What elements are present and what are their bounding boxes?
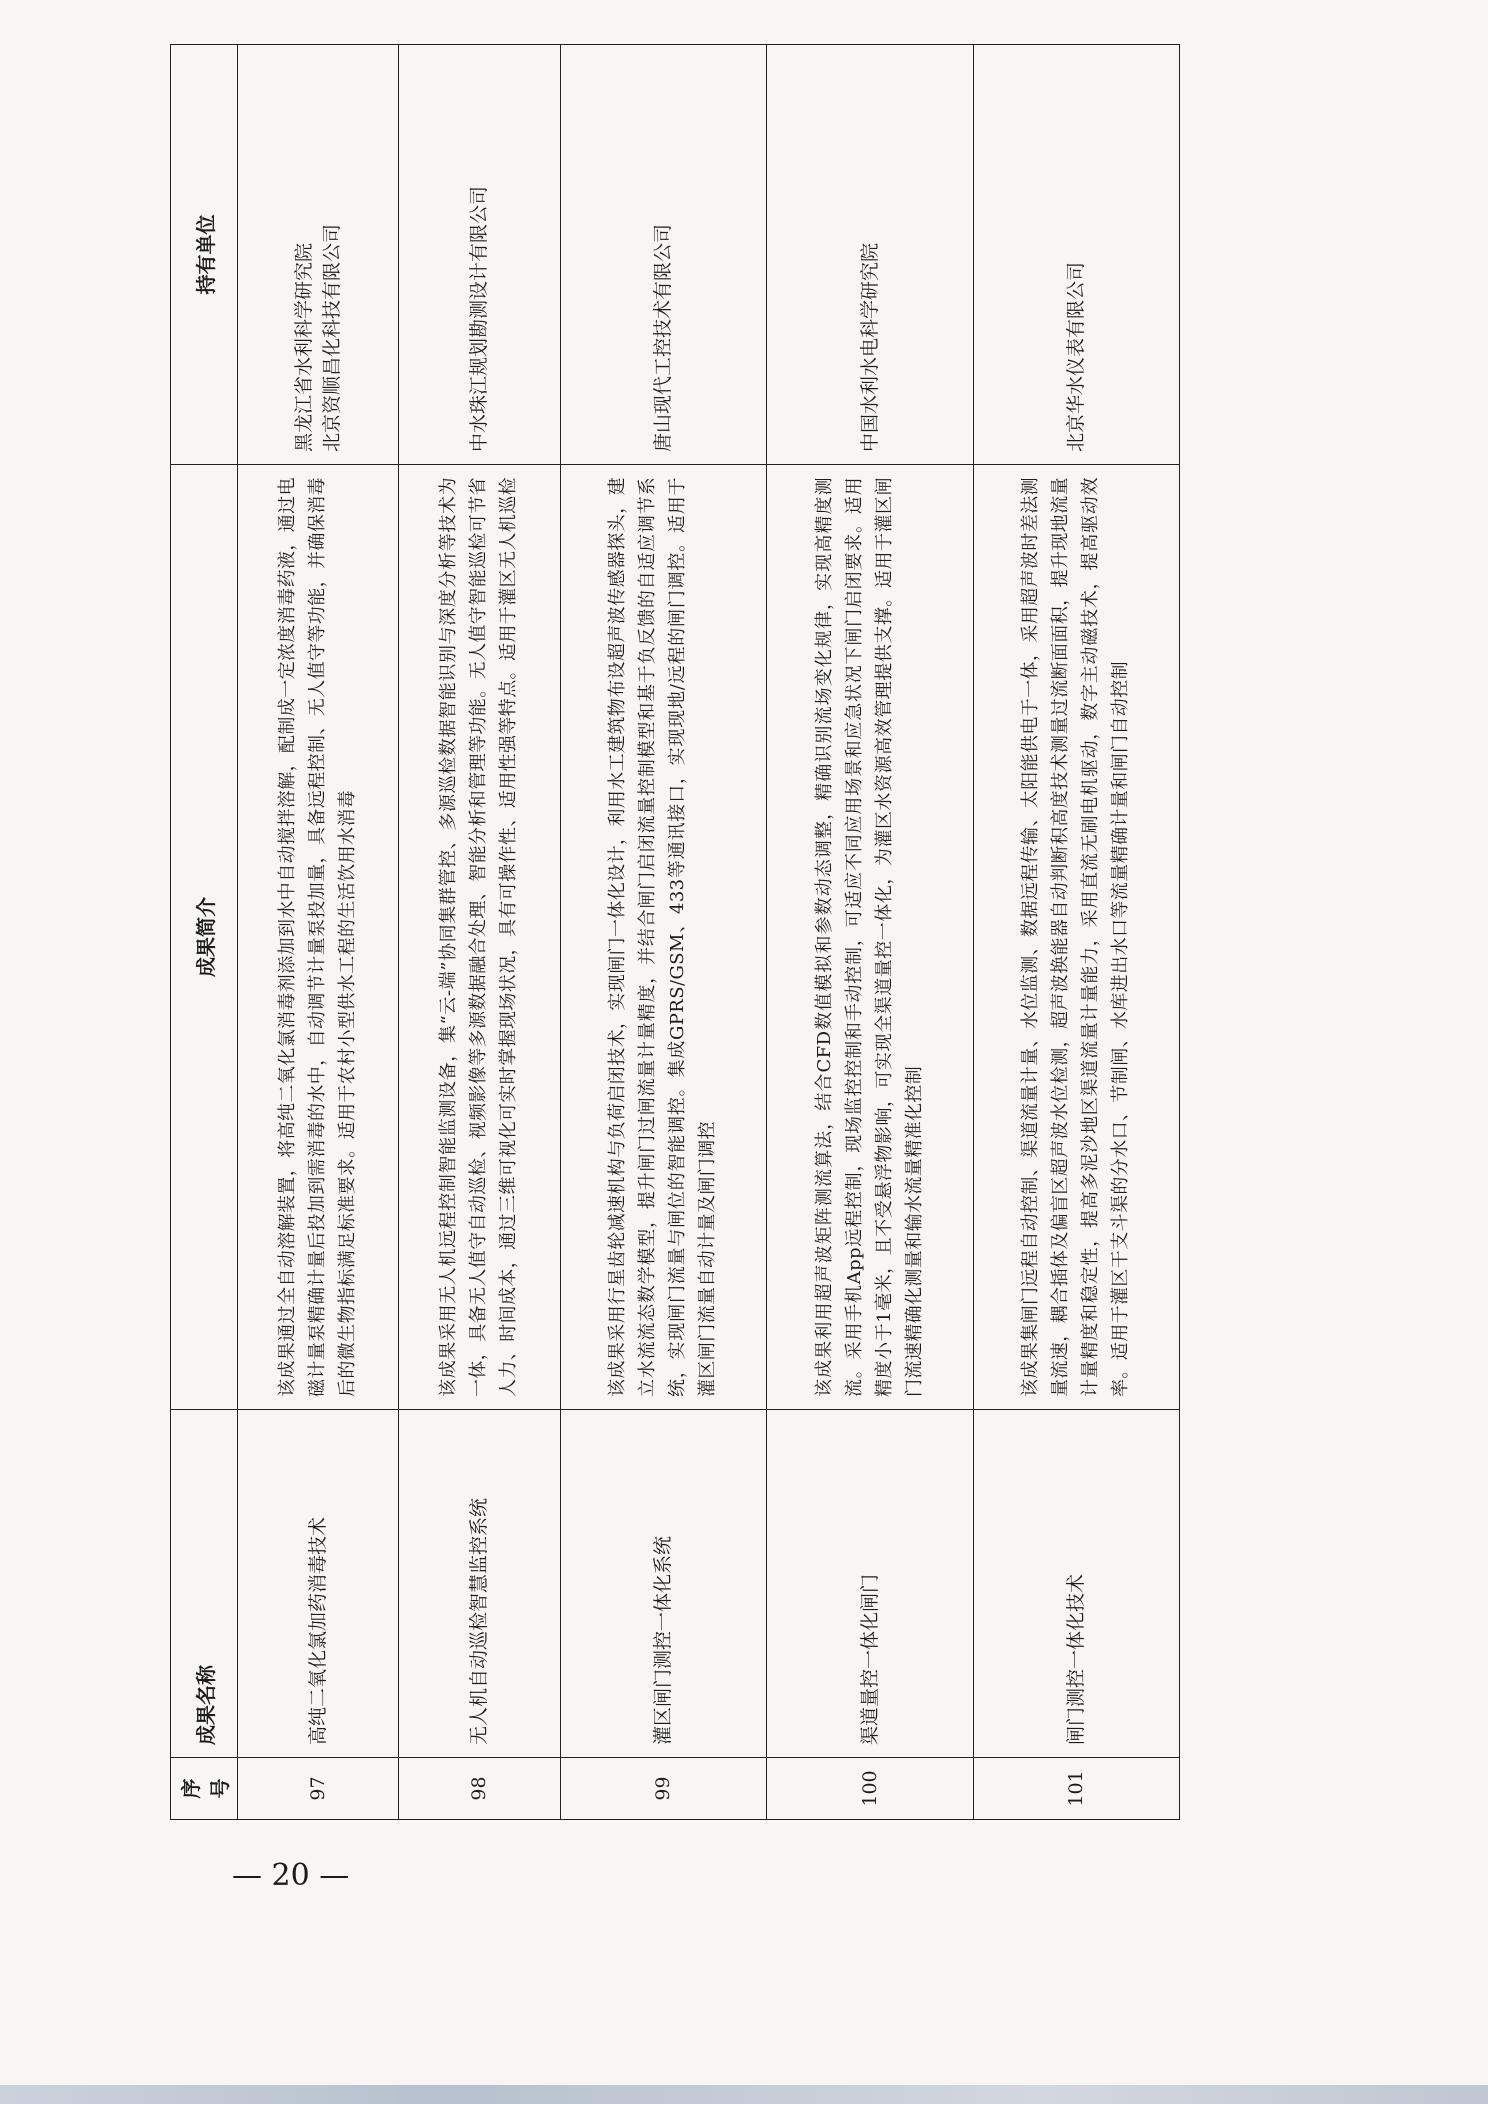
table-row [973,45,1180,1820]
table-header-row [171,45,238,1820]
row-unit [767,45,973,465]
unit-name: 北京华水仪表有限公司 [1065,261,1088,452]
row-seq: 98 [399,1758,560,1820]
unit-name: 黑龙江省水利科学研究院 [293,242,316,452]
row-intro: 该成果采用行星齿轮减速机构与负荷启闭技术，实现闸门一体化设计，利用水工建筑物布设超声波传感器探头，建立水流流态数学模型，提升闸门过闸流量计量精度，并结合闸门启闭流量控制模型和基于负反馈的自适应调节系统，实现闸门流量与闸位的智能调控。集成GPRS/GSM、433等通讯接口，实现现地/远程的闸门调控。适用于灌区闸门流量自动计量及闸门调控 [560,465,766,1410]
header-unit: 持有单位 [171,45,238,465]
table-row [767,45,973,1820]
header-intro: 成果简介 [171,465,238,1410]
row-intro: 该成果集闸门远程自动控制、渠道流量计量、水位监测、数据远程传输、太阳能供电于一体，采用超声波时差法测量流速，耦合插体及偏盲区超声波水位检测，超声波换能器自动判断积高度技术测量过流断面面积，提升现地流量计量精度和稳定性，提高多泥沙地区渠道流量计量能力，采用直流无刷电机驱动，数字主动磁技术，提高驱动效率。适用于灌区干支斗渠的分水口、节制闸、水库进出水口等流量精确计量和闸门自动控制 [973,465,1180,1410]
unit-name: 中国水利水电科学研究院 [858,242,881,452]
table-row [560,45,766,1820]
row-intro: 该成果利用超声波矩阵测流算法，结合CFD数值模拟和参数动态调整，精确识别流场变化规律，实现高精度测流。采用手机App远程控制，现场监控控制和手动控制，可适应不同应用场景和应急状况下闸门启闭要求。适用精度小于1毫米，且不受悬浮物影响，可实现全渠道量控一体化，为灌区水资源高效管理提供支撑。适用于灌区闸门流速精确化测量和输水流量精准化控制 [767,465,973,1410]
unit-name: 中水珠江规划勘测设计有限公司 [468,185,491,452]
row-name: 渠道量控一体化闸门 [767,1410,973,1758]
row-unit [238,45,399,465]
table-row [238,45,399,1820]
header-name: 成果名称 [171,1410,238,1758]
header-seq: 序号 [171,1758,238,1820]
achievements-table [170,44,1180,1820]
row-name: 灌区闸门测控一体化系统 [560,1410,766,1758]
rotated-table-wrapper [170,45,1180,1820]
row-seq: 101 [973,1758,1180,1820]
row-unit [973,45,1180,465]
table-row [399,45,560,1820]
row-seq: 97 [238,1758,399,1820]
row-intro: 该成果通过全自动溶解装置，将高纯二氧化氯消毒剂添加到水中自动搅拌溶解，配制成一定浓度消毒药液，通过电磁计量泵精确计量后投加到需消毒的水中，自动调节计量泵投加量，具备远程控制、无人值守等功能，并确保消毒后的微生物指标满足标准要求。适用于农村小型供水工程的生活饮用水消毒 [238,465,399,1410]
unit-name: 北京资顺昌化科技有限公司 [321,223,344,452]
row-unit [399,45,560,465]
unit-name: 唐山现代工控技术有限公司 [652,223,675,452]
row-name: 无人机自动巡检智慧监控系统 [399,1410,560,1758]
row-intro: 该成果采用无人机远程控制智能监测设备，集“云-端”协同集群管控、多源巡检数据智能识别与深度分析等技术为一体，具备无人值守自动巡检、视频影像等多源数据融合处理、智能分析和管理等功能。无人值守智能巡检可节省人力、时间成本，通过三维可视化可实时掌握现场状况，具有可操作性、适用性强等特点。适用于灌区无人机巡检 [399,465,560,1410]
row-name: 高纯二氧化氯加药消毒技术 [238,1410,399,1758]
row-seq: 100 [767,1758,973,1820]
row-seq: 99 [560,1758,766,1820]
page-number: — 20 — [232,1858,350,1893]
row-unit [560,45,766,465]
row-name: 闸门测控一体化技术 [973,1410,1180,1758]
scan-edge-strip [0,2085,1488,2104]
